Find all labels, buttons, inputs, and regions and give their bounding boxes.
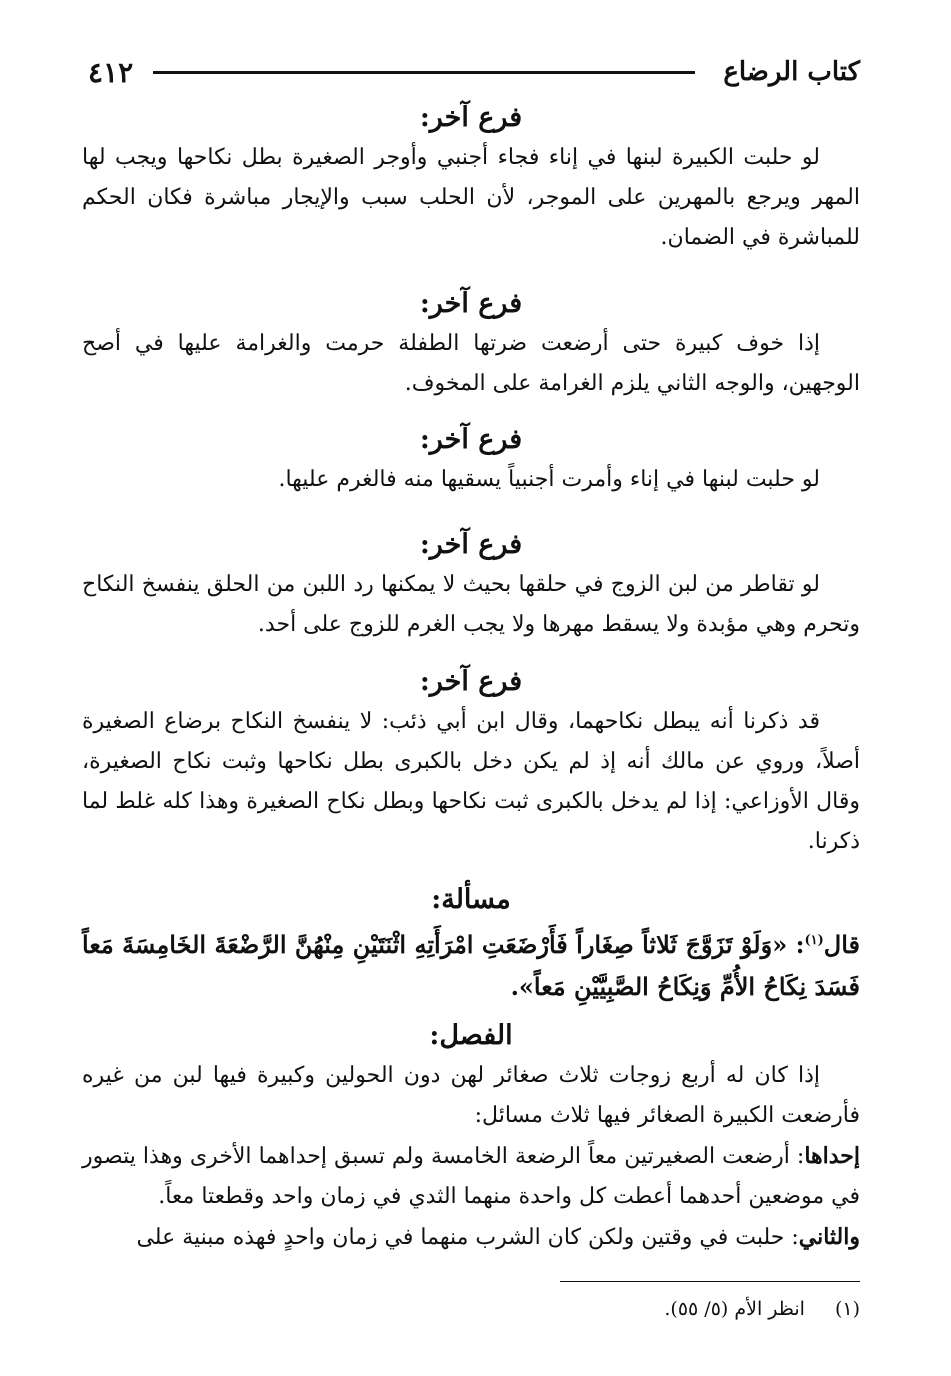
quote-lead: قال <box>823 930 860 959</box>
fasl-first-issue <box>82 1136 860 1217</box>
section-paragraph: لو حلبت الكبيرة لبنها في إناء فجاء أجنبي وأوجر الصغيرة بطل نكاحها ويجب لها المهر ويرجع بالمهرين على الموجر، لأن الحلب سبب والإيجار مباشرة فكان الحكم للمباشرة في الضمان. <box>82 145 860 250</box>
footnote-rule <box>560 1281 860 1282</box>
section-heading: فرع آخر: <box>419 666 523 697</box>
section-paragraph: قد ذكرنا أنه يبطل نكاحهما، وقال ابن أبي ذئب: لا ينفسخ النكاح برضاع الصغيرة أصلاً، وروي عن مالك أنه إذ لم يكن دخل بالكبرى بطل نكاحها وثبت نكاح الصغيرة، وقال الأوزاعي: إذا لم يدخل بالكبرى ثبت نكاحها وبطل نكاح الصغيرة وهذا كله غلط لما ذكرنا. <box>82 709 860 854</box>
second-issue-label: والثاني <box>798 1224 860 1250</box>
header-rule <box>153 71 695 74</box>
book-title: كتاب الرضاع <box>723 57 860 87</box>
section-heading: فرع آخر: <box>419 288 523 319</box>
footnote-text: انظر الأم (٥/ ٥٥). <box>664 1298 805 1320</box>
section-masala <box>82 880 860 1016</box>
section-fasl <box>82 1016 860 1258</box>
masala-heading: مسألة: <box>431 884 511 915</box>
section-far-3 <box>82 420 860 525</box>
footnote-number: (١) <box>834 1298 860 1320</box>
fasl-second-issue <box>82 1217 860 1258</box>
first-issue-text: : أرضعت الصغيرتين معاً الرضعة الخامسة ولم تسبق إحداهما الأخرى وهذا يتصور في موضعين أحدهما أعطت كل واحدة منهما الثدي في زمان واحد وقطعتا معاً. <box>82 1144 860 1209</box>
first-issue-label: إحداها <box>804 1143 860 1169</box>
section-heading: فرع آخر: <box>419 424 523 455</box>
page-content <box>82 98 860 1258</box>
section-heading: فرع آخر: <box>419 529 523 560</box>
section-paragraph: لو حلبت لبنها في إناء وأمرت أجنبياً يسقيها منه فالغرم عليها. <box>278 467 820 492</box>
quote-text: : «وَلَوْ تَزَوَّجَ ثَلاثاً صِغَاراً فَأَرْضَعَتِ امْرَأَتِهِ اثْنَتَيْنِ مِنْهُنَّ الرَّضْعَةَ الخَامِسَةَ مَعاً فَسَدَ نِكَاحُ الأُمِّ وَنِكَاحُ الصَّبِيَّيْنِ مَعاً». <box>82 930 860 1001</box>
section-paragraph: إذا خوف كبيرة حتى أرضعت ضرتها الطفلة حرمت والغرامة عليها في أصح الوجهين، والوجه الثاني يلزم الغرامة على المخوف. <box>82 331 860 396</box>
footnote-reference: (١) <box>804 933 824 948</box>
footnote <box>300 1295 860 1323</box>
fasl-heading: الفصل: <box>429 1020 513 1051</box>
masala-quote <box>82 920 860 1008</box>
section-heading: فرع آخر: <box>419 102 523 133</box>
section-far-4 <box>82 525 860 662</box>
section-paragraph: لو تقاطر من لبن الزوج في حلقها بحيث لا يمكنها رد اللبن من الحلق ينفسخ النكاح وتحرم وهي مؤبدة ولا يسقط مهرها ولا يجب الغرم للزوج على أحد. <box>82 572 860 637</box>
fasl-intro: إذا كان له أربع زوجات ثلاث صغائر لهن دون الحولين وكبيرة فيها لبن من غيره فأرضعت الكبيرة الصغائر فيها ثلاث مسائل: <box>82 1063 860 1128</box>
page-header <box>88 52 860 92</box>
section-far-5 <box>82 662 860 880</box>
second-issue-text: : حلبت في وقتين ولكن كان الشرب منهما في زمان واحدٍ فهذه مبنية على <box>136 1225 799 1250</box>
section-far-2 <box>82 284 860 420</box>
section-far-1 <box>82 98 860 284</box>
page-number: ٤١٢ <box>88 55 134 89</box>
